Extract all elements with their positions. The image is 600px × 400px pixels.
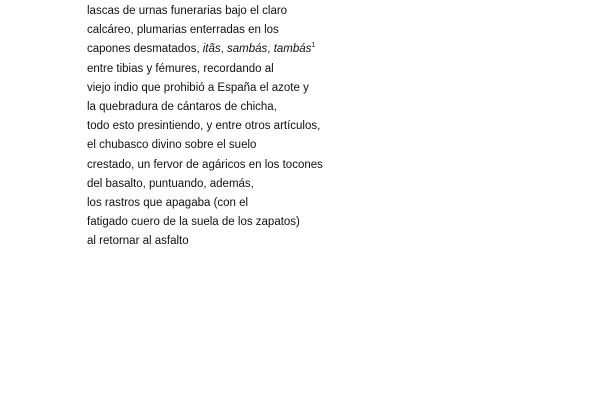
footnote-marker: 1: [311, 42, 316, 50]
poem-line-5: viejo indio que prohibió a España el azote y: [87, 81, 309, 94]
poem-line-9: crestado, un fervor de agáricos en los tocones: [87, 158, 323, 171]
poem-line-3-text: capones desmatados,: [87, 43, 203, 56]
italic-word-sambas: sambás: [227, 43, 268, 56]
italic-word-itas: itãs: [202, 43, 221, 56]
poem-line-8: el chubasco divino sobre el suelo: [87, 139, 257, 152]
poem-line-13: al retornar al asfalto: [87, 235, 189, 248]
poem-line-3: [87, 40, 323, 59]
poem-line-10: del basalto, puntuando, además,: [87, 177, 254, 190]
italic-word-tambas: tambás: [273, 43, 312, 56]
poem-line-11: los rastros que apagaba (con el: [87, 196, 249, 209]
poem-text: [87, 2, 323, 251]
poem-line-6: la quebradura de cántaros de chicha,: [87, 100, 277, 113]
poem-line-1: lascas de urnas funerarias bajo el claro: [87, 5, 288, 17]
poem-line-4: entre tibias y fémures, recordando al: [87, 62, 274, 75]
comma-separator: ,: [267, 43, 274, 56]
comma-separator: ,: [220, 43, 228, 56]
poem-line-2: calcáreo, plumarias enterradas en los: [87, 24, 279, 37]
poem-line-7: todo esto presintiendo, y entre otros artículos,: [87, 120, 321, 133]
poem-line-12: fatigado cuero de la suela de los zapatos): [87, 216, 300, 229]
